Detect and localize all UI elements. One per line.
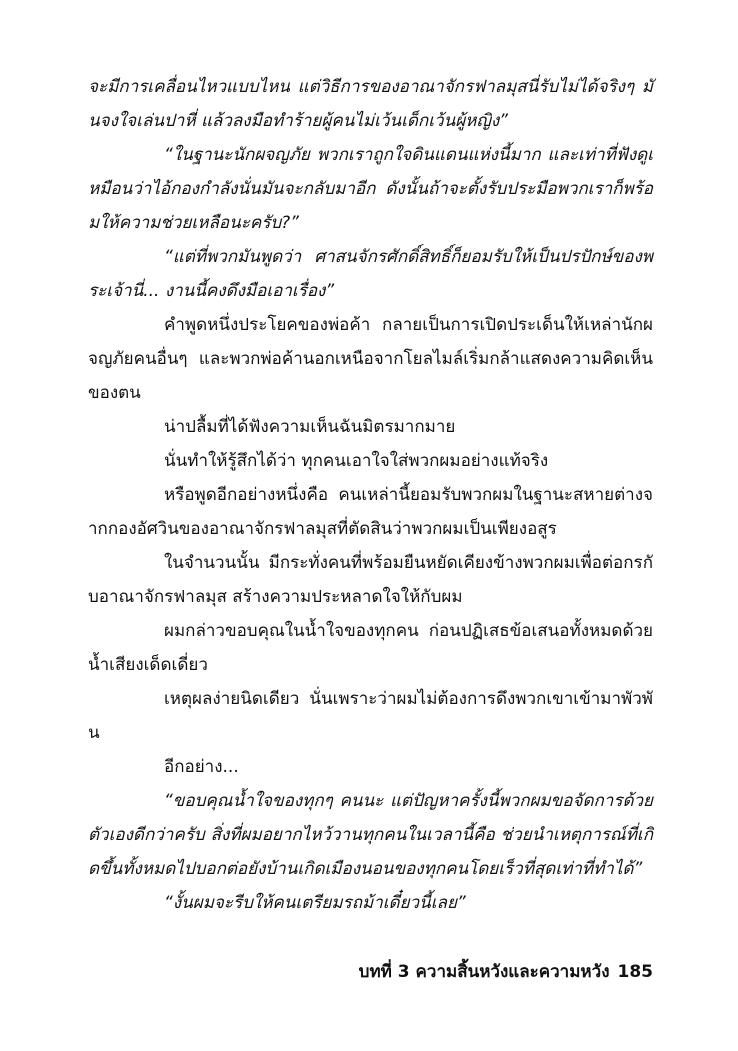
paragraph-11: อีกอย่าง... bbox=[164, 757, 239, 777]
paragraph-7: หรือพูดอีกอย่างหนึ่งคือ คนเหล่านี้ยอมรับพวกผมในฐานะสหายต่างจากกองอัศวินของอาณาจักรฟาลมุสที่ตัดสินว่าพวกผมเป็นเพียงอสูร bbox=[88, 485, 653, 539]
paragraph-6: นั่นทำให้รู้สึกได้ว่า ทุกคนเอาใจใส่พวกผมอย่างแท้จริง bbox=[164, 451, 549, 471]
paragraph-10: เหตุผลง่ายนิดเดียว นั่นเพราะว่าผมไม่ต้องการดึงพวกเขาเข้ามาพัวพัน bbox=[88, 689, 653, 743]
paragraph-2: “ในฐานะนักผจญภัย พวกเราถูกใจดินแดนแห่งนี้มาก และเท่าที่ฟังดูเหมือนว่าไอ้กองกำลังนั่นมันจะกลับมาอีก ดังนั้นถ้าจะตั้งรับประมือพวกเราก็พร้อมให้ความช่วยเหลือนะครับ?” bbox=[88, 145, 653, 233]
paragraph-3: “แต่ที่พวกมันพูดว่า ศาสนจักรศักดิ์สิทธิ์ก็ยอมรับให้เป็นปรปักษ์ของพระเจ้านี่... งานนี้คงดึงมือเอาเรื่อง” bbox=[88, 247, 653, 301]
paragraph-5: น่าปลื้มที่ได้ฟังความเห็นฉันมิตรมากมาย bbox=[164, 417, 456, 437]
chapter-title: บทที่ 3 ความสิ้นหวังและความหวัง bbox=[358, 962, 610, 982]
page-number: 185 bbox=[617, 962, 653, 982]
paragraph-8: ในจำนวนนั้น มีกระทั่งคนที่พร้อมยืนหยัดเคียงข้างพวกผมเพื่อต่อกรกับอาณาจักรฟาลมุส สร้างความประหลาดใจให้กับผม bbox=[88, 553, 653, 607]
page-body bbox=[88, 70, 653, 920]
paragraph-13: “งั้นผมจะรีบให้คนเตรียมรถม้าเดี๋ยวนี้เลย” bbox=[164, 893, 466, 913]
paragraph-9: ผมกล่าวขอบคุณในน้ำใจของทุกคน ก่อนปฏิเสธข้อเสนอทั้งหมดด้วยน้ำเสียงเด็ดเดี่ยว bbox=[88, 621, 653, 675]
paragraph-1: จะมีการเคลื่อนไหวแบบไหน แต่วิธีการของอาณาจักรฟาลมุสนี่รับไม่ได้จริงๆ มันจงใจเล่นปาหี่ แล้วลงมือทำร้ายผู้คนไม่เว้นเด็กเว้นผู้หญิง” bbox=[88, 77, 653, 131]
paragraph-12: “ขอบคุณน้ำใจของทุกๆ คนนะ แต่ปัญหาครั้งนี้พวกผมขอจัดการด้วยตัวเองดีกว่าครับ สิ่งที่ผมอยากไหว้วานทุกคนในเวลานี้คือ ช่วยนำเหตุการณ์ที่เกิดขึ้นทั้งหมดไปบอกต่อยังบ้านเกิดเมืองนอนของทุกคนโดยเร็วที่สุดเท่าที่ทำได้” bbox=[88, 791, 653, 879]
paragraph-4: คำพูดหนึ่งประโยคของพ่อค้า กลายเป็นการเปิดประเด็นให้เหล่านักผจญภัยคนอื่นๆ และพวกพ่อค้านอกเหนือจากโยลไมล์เริ่มกล้าแสดงความคิดเห็นของตน bbox=[88, 315, 653, 403]
page-footer bbox=[351, 958, 653, 985]
